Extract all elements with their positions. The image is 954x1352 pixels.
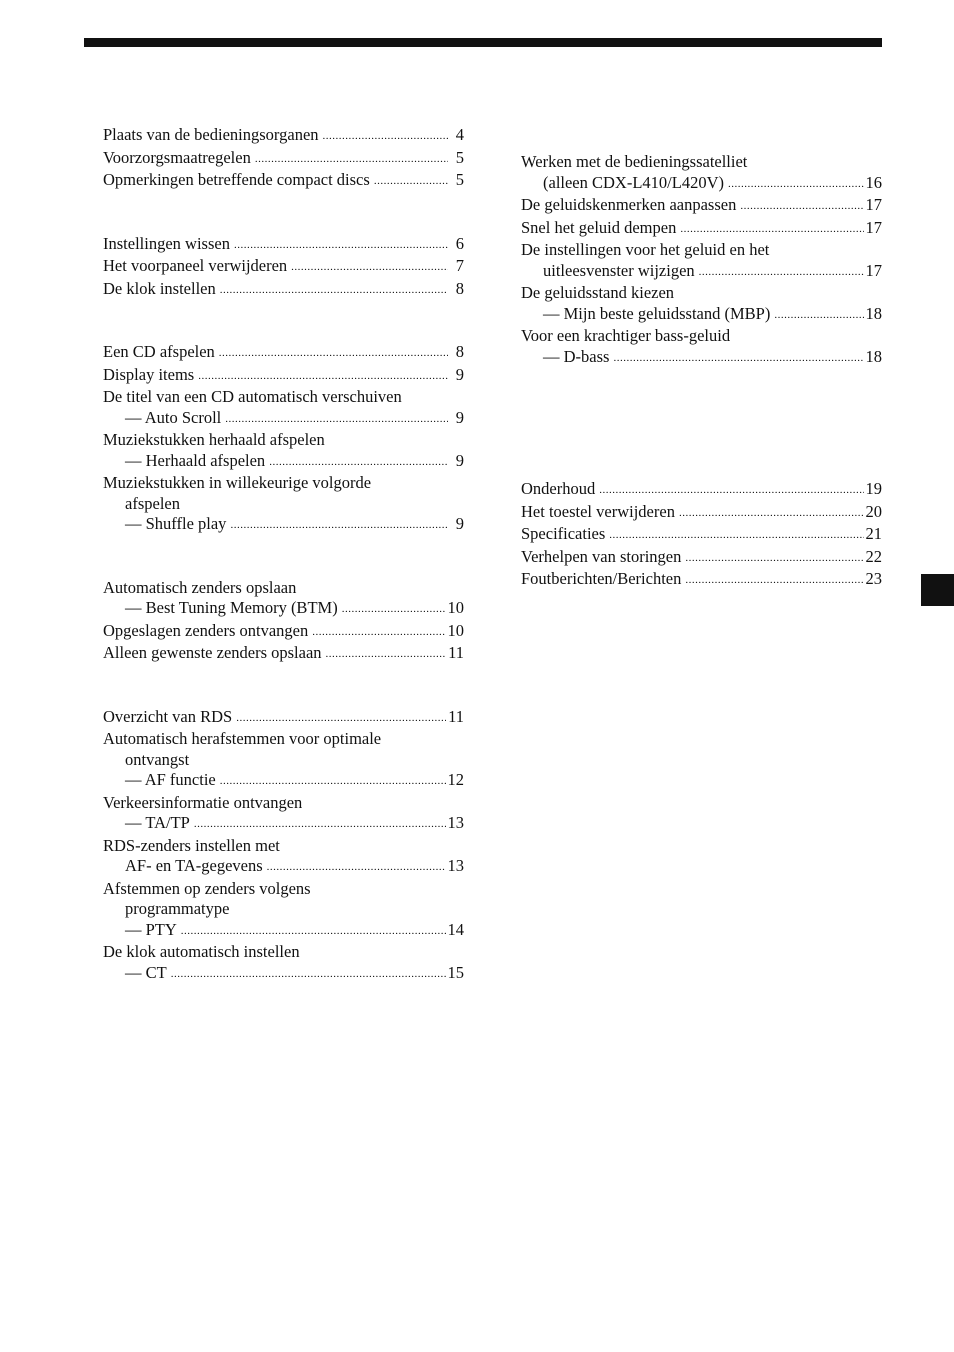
dot-leader [225,407,448,430]
toc-line [103,365,464,388]
toc-line [103,578,464,599]
toc-entry-title: afspelen [125,493,180,513]
toc-entry-title: De klok instellen [103,278,216,298]
toc-entry-de-instellingen-voor-het-geluid-en-het[interactable] [521,240,882,283]
dot-leader [679,501,864,524]
toc-page-number: 16 [865,172,882,192]
toc-entry-snel-het-geluid-dempen[interactable] [521,218,882,241]
toc-entry-overzicht-van-rds[interactable] [103,707,464,730]
dot-leader [326,642,447,665]
dot-leader [198,364,448,387]
dot-leader [312,620,445,643]
dot-leader [342,597,446,620]
toc-entry-title: Muziekstukken in willekeurige volgorde [103,473,372,492]
toc-entry-voorzorgsmaatregelen[interactable] [103,148,464,171]
toc-line [103,148,464,171]
dot-leader [599,478,863,501]
toc-line [103,514,464,537]
toc-line [521,195,882,218]
toc-page-number: 4 [455,125,464,144]
toc-line [103,920,464,943]
toc-entry-title: De geluidskenmerken aanpassen [521,195,737,214]
toc-line [103,856,464,879]
toc-entry-title: — Mijn beste geluidsstand (MBP) [543,303,771,323]
toc-section [521,152,882,369]
toc-entry-title: — Auto Scroll [125,407,222,427]
toc-line [521,152,882,173]
dot-leader [220,769,446,792]
toc-entry-rds-zenders-instellen-met[interactable] [103,836,464,879]
toc-line [103,125,464,148]
toc-entry-muziekstukken-herhaald-afspelen[interactable] [103,430,464,473]
toc-page-number: 9 [455,514,464,533]
toc-entry-title: Automatisch zenders opslaan [103,577,297,597]
toc-line [521,283,882,304]
toc-page-number: 12 [447,770,464,789]
toc-entry-afstemmen-op-zenders-volgens[interactable] [103,879,464,943]
toc-entry-automatisch-zenders-opslaan[interactable] [103,578,464,621]
toc-page-number: 17 [865,217,882,237]
toc-line [521,347,882,370]
header-rule [84,38,882,47]
toc-page-number: 10 [447,620,464,640]
dot-leader [728,172,864,195]
toc-line [103,836,464,857]
toc-page-number: 15 [447,962,464,982]
toc-entry-instellingen-wissen[interactable] [103,234,464,257]
toc-section [103,342,464,537]
toc-entry-title: Opmerkingen betreffende compact discs [103,170,370,189]
toc-line [103,256,464,279]
toc-line [103,729,464,750]
toc-line [103,750,464,771]
toc-entry-title: (alleen CDX-L410/L420V) [543,172,724,192]
toc-section [103,578,464,666]
toc-page-number: 9 [455,364,464,384]
toc-entry-title: Opgeslagen zenders ontvangen [103,620,309,640]
toc-entry-specificaties[interactable] [521,524,882,547]
toc-line [103,494,464,515]
toc-line [103,342,464,365]
toc-page-number: 10 [447,598,464,617]
toc-entry-de-titel-van-een-cd-automatisch-verschuiven[interactable] [103,387,464,430]
toc-entry-voor-een-krachtiger-bass-geluid[interactable] [521,326,882,369]
toc-entry-title: Muziekstukken herhaald afspelen [103,430,325,449]
toc-entry-title: — Shuffle play [125,514,227,533]
toc-page-number: 13 [447,856,464,875]
section-thumb-tab [921,574,954,606]
toc-line [103,643,464,666]
toc-line [103,170,464,193]
toc-page-number: 19 [865,479,882,498]
toc-line [103,879,464,900]
toc-entry-de-klok-automatisch-instellen[interactable] [103,942,464,985]
toc-line [103,451,464,474]
toc-section [103,125,464,193]
toc-entry-title: Overzicht van RDS [103,706,233,726]
toc-line [521,547,882,570]
toc-page-number: 17 [865,195,882,214]
dot-leader [685,568,863,591]
toc-right-column [521,152,882,592]
dot-leader [374,169,448,192]
toc-line [521,479,882,502]
toc-page-number: 9 [455,450,464,470]
toc-page-number: 18 [865,303,882,323]
toc-entry-title: Foutberichten/Berichten [521,569,682,588]
dot-leader [774,303,863,326]
toc-entry-alleen-gewenste-zenders-opslaan[interactable] [103,643,464,666]
toc-entry-een-cd-afspelen[interactable] [103,342,464,365]
toc-entry-title: AF- en TA-gegevens [125,856,263,875]
toc-entry-title: Onderhoud [521,479,596,498]
dot-leader [234,233,448,256]
toc-line [103,473,464,494]
dot-leader [194,812,446,835]
dot-leader [291,255,448,278]
toc-page-number: 5 [455,170,464,189]
toc-entry-title: programmatype [125,899,230,918]
toc-entry-title: — D-bass [543,346,610,366]
toc-entry-title: Plaats van de bedieningsorganen [103,125,319,144]
toc-entry-het-voorpaneel-verwijderen[interactable] [103,256,464,279]
toc-page-number: 17 [865,260,882,280]
toc-line [103,770,464,793]
toc-entry-title: — PTY [125,919,177,939]
toc-entry-title: Voor een krachtiger bass-geluid [521,326,731,345]
toc-page-number: 21 [865,524,882,543]
toc-entry-foutberichten-berichten[interactable] [521,569,882,592]
toc-entry-title: Instellingen wissen [103,233,230,253]
toc-line [521,240,882,261]
toc-entry-automatisch-herafstemmen-voor-optimale[interactable] [103,729,464,793]
toc-entry-de-geluidsstand-kiezen[interactable] [521,283,882,326]
dot-leader [685,546,863,569]
toc-entry-verkeersinformatie-ontvangen[interactable] [103,793,464,836]
dot-leader [740,194,863,217]
toc-page-number: 7 [455,256,464,275]
toc-line [103,621,464,644]
toc-entry-title: Het toestel verwijderen [521,501,675,521]
toc-entry-title: — CT [125,962,167,982]
toc-entry-title: uitleesvenster wijzigen [543,260,695,280]
dot-leader [613,346,863,369]
toc-page-number: 13 [447,813,464,832]
toc-entry-verhelpen-van-storingen[interactable] [521,547,882,570]
toc-entry-title: Werken met de bedieningssatelliet [521,152,748,171]
toc-entry-title: — Best Tuning Memory (BTM) [125,598,338,617]
dot-leader [680,217,863,240]
toc-line [103,942,464,963]
toc-entry-opgeslagen-zenders-ontvangen[interactable] [103,621,464,644]
toc-line [521,569,882,592]
toc-entry-werken-met-de-bedieningssatelliet[interactable] [521,152,882,195]
toc-page-number: 8 [455,278,464,298]
dot-leader [219,341,448,364]
toc-page-number: 14 [447,919,464,939]
toc-entry-title: De instellingen voor het geluid en het [521,240,770,259]
toc-line [521,173,882,196]
toc-line [521,218,882,241]
dot-leader [609,523,863,546]
toc-entry-title: Display items [103,364,195,384]
toc-page-number: 18 [865,346,882,366]
dot-leader [181,919,446,942]
toc-line [103,408,464,431]
toc-entry-title: — TA/TP [125,813,190,832]
toc-entry-title: RDS-zenders instellen met [103,835,280,855]
toc-line [103,899,464,920]
toc-line [103,430,464,451]
toc-entry-de-geluidskenmerken-aanpassen[interactable] [521,195,882,218]
toc-entry-title: Verkeersinformatie ontvangen [103,792,303,812]
toc-line [521,524,882,547]
toc-line [521,502,882,525]
toc-page-number: 11 [448,643,464,662]
toc-entry-title: Afstemmen op zenders volgens [103,878,311,898]
toc-line [103,598,464,621]
dot-leader [230,513,448,536]
dot-leader [269,450,448,473]
toc-line [103,707,464,730]
toc-section [103,234,464,302]
toc-entry-title: De klok automatisch instellen [103,942,300,961]
toc-page-number: 11 [448,706,464,726]
toc-page-number: 8 [455,342,464,361]
toc-entry-plaats-van-de-bedieningsorganen[interactable] [103,125,464,148]
toc-entry-onderhoud[interactable] [521,479,882,502]
toc-line [103,234,464,257]
toc-entry-title: Specificaties [521,524,606,543]
toc-entry-het-toestel-verwijderen[interactable] [521,502,882,525]
toc-entry-title: Automatisch herafstemmen voor optimale [103,729,382,748]
toc-page-number: 20 [865,501,882,521]
toc-page-number: 6 [455,233,464,253]
toc-entry-title: Snel het geluid dempen [521,217,677,237]
dot-leader [267,855,446,878]
toc-entry-title: De titel van een CD automatisch verschuiven [103,387,402,406]
toc-line [521,261,882,284]
dot-leader [699,260,864,283]
toc-line [103,387,464,408]
toc-page-number: 9 [455,407,464,427]
toc-entry-title: Alleen gewenste zenders opslaan [103,643,322,662]
toc-entry-title: De geluidsstand kiezen [521,283,675,302]
toc-line [103,813,464,836]
toc-page-number: 5 [455,147,464,167]
toc-line [103,279,464,302]
toc-entry-title: Een CD afspelen [103,342,215,361]
toc-entry-display-items[interactable] [103,365,464,388]
toc-line [521,304,882,327]
dot-leader [220,278,448,301]
dot-leader [323,124,448,147]
dot-leader [236,706,446,729]
toc-page-number: 23 [865,569,882,588]
toc-page-number: 22 [865,546,882,566]
toc-entry-title: ontvangst [125,749,190,769]
toc-line [103,963,464,986]
toc-entry-opmerkingen-betreffende-compact-discs[interactable] [103,170,464,193]
toc-entry-title: Verhelpen van storingen [521,546,682,566]
toc-entry-de-klok-instellen[interactable] [103,279,464,302]
toc-entry-title: Het voorpaneel verwijderen [103,256,288,275]
toc-entry-title: — Herhaald afspelen [125,450,266,470]
toc-line [521,326,882,347]
toc-left-column [103,125,464,985]
dot-leader [255,147,448,170]
toc-section [103,707,464,986]
toc-entry-title: — AF functie [125,770,216,789]
toc-entry-title: Voorzorgsmaatregelen [103,147,251,167]
toc-entry-muziekstukken-in-willekeurige-volgorde[interactable] [103,473,464,537]
toc-line [103,793,464,814]
toc-section [521,479,882,592]
dot-leader [171,962,446,985]
